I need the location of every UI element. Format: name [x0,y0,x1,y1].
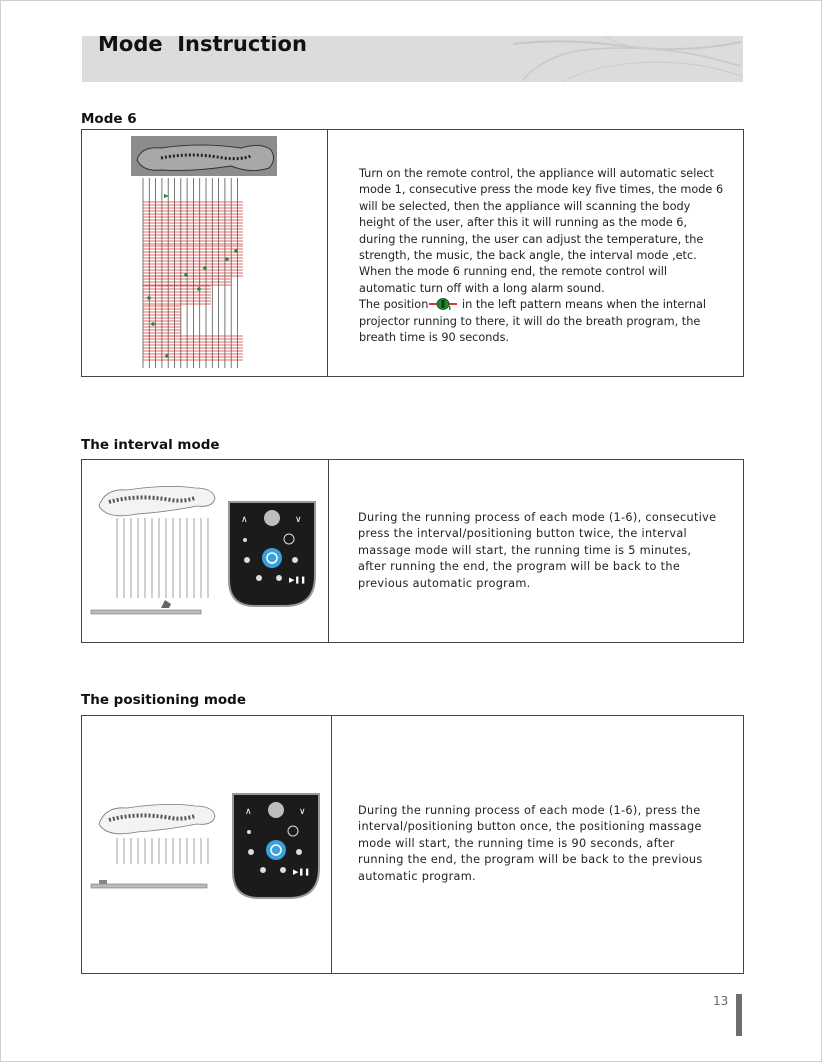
svg-text:∨: ∨ [295,515,302,525]
mode-6-description [359,166,725,346]
mode-6-paragraph-3 [359,297,725,346]
interval-mode-description: During the running process of each mode (1-6), consecutive press the interval/positioning button twice, the interval massage mode will start, the running time is 5 minutes, after running the end, the program will be back to the previous automatic program. [358,511,717,590]
positioning-mode-box [81,715,744,974]
page-number-bar [736,994,742,1036]
header-decoration-image [503,36,743,82]
interval-mode-box [81,459,744,643]
svg-text:▶❚❚: ▶❚❚ [289,576,307,584]
column-divider [328,460,329,642]
page-number: 13 [713,994,729,1008]
svg-text:▶❚❚: ▶❚❚ [293,868,311,876]
svg-text:∧: ∧ [241,515,248,525]
column-divider [331,716,332,973]
position-text-before: The position [359,298,429,312]
remote-control-image [231,792,321,902]
mode-6-paragraph-1: Turn on the remote control, the appliance will automatic select mode 1, consecutive press the mode key five times, the mode 6 will be selected, then the appliance will scanning the body height of the user, after this it will running as the mode 6, during the running, the user can adjust the temperature, the strength, the music, the back angle, the interval mode ,etc. [359,167,724,263]
mode-6-box [81,129,744,377]
interval-body-diagram [87,480,217,620]
mode-6-paragraph-2: When the mode 6 running end, the remote control will automatic turn off with a long alarm sound. [359,265,667,295]
section-title-positioning-mode: The positioning mode [81,692,247,708]
column-divider [327,130,328,376]
header-band [82,36,743,82]
section-title-mode-6: Mode 6 [81,111,137,127]
positioning-body-diagram [87,798,217,898]
svg-text:∨: ∨ [299,807,306,817]
mode-6-pattern-diagram [131,136,281,370]
section-title-interval-mode: The interval mode [81,437,220,453]
svg-text:∧: ∧ [245,807,252,817]
positioning-mode-description: During the running process of each mode (1-6), press the interval/positioning button once, the positioning massage mode will start, the running time is 90 seconds, after running the end, the program will be back to the previous automatic program. [358,804,703,883]
position-marker-icon [429,298,457,310]
remote-control-image [227,500,317,610]
position-text-after: in the left pattern means when the internal projector running to there, it will do the breath program, the breath time is 90 seconds. [359,298,707,345]
page-title: Mode Instruction [98,36,307,56]
